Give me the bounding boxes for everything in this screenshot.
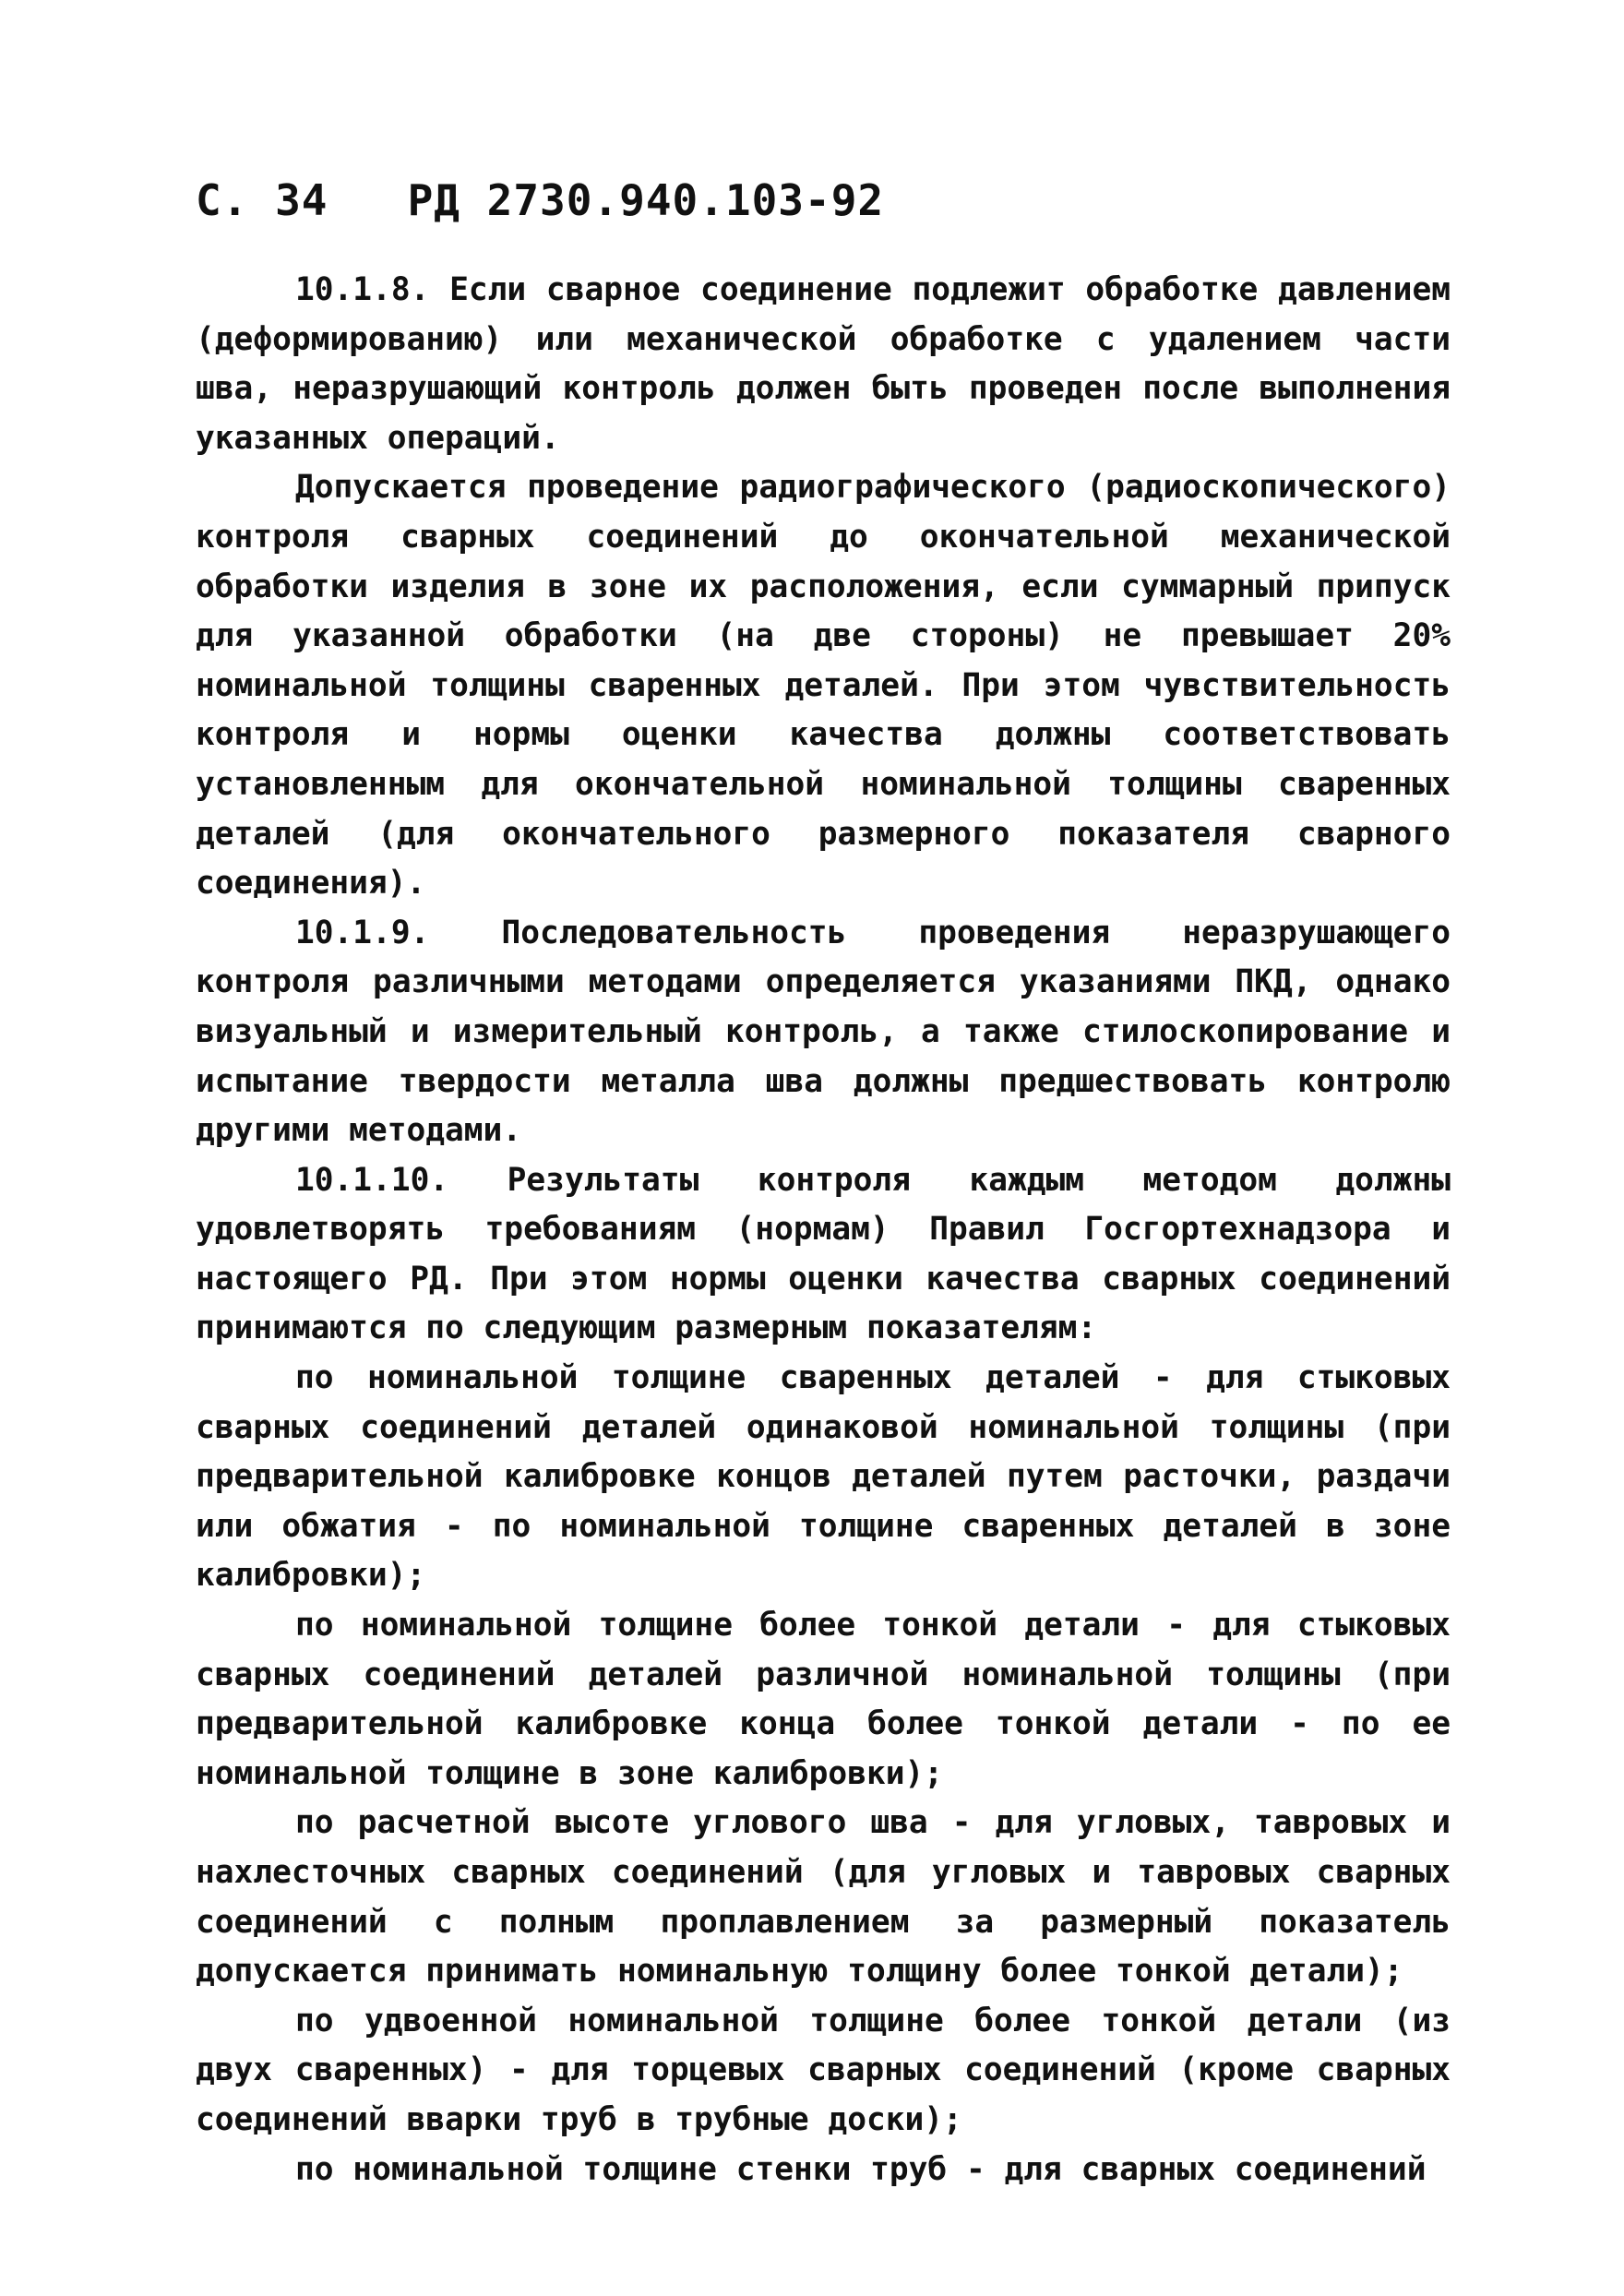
page-number: С. 34 [196,175,328,225]
list-item-tube-wall: по номинальной толщине стенки труб - для сварных соединений [295,2150,1427,2188]
document-code: РД 2730.940.103-92 [407,175,885,225]
list-item-butt-joints-equal: по номинальной толщине сваренных деталей - для стыковых сварных соединений деталей одинаковой номинальной толщины (при предварительной калибровке концов деталей путем расточки, раздачи или обжатия - по номинальной толщине сваренных деталей в зоне калибровки); [196,1359,1451,1595]
page-header [196,175,884,225]
list-item-edge-welds: по удвоенной номинальной толщине более тонкой детали (из двух сваренных) - для торцевых сварных соединений (кроме сварных соединений вварки труб в трубные доски); [196,2002,1451,2138]
paragraph-10-1-9: 10.1.9. Последовательность проведения неразрушающего контроля различными методами определяется указаниями ПКД, однако визуальный и измерительный контроль, а также стилоскопирование и испытание твердости металла шва должны предшествовать контролю другими методами. [196,914,1451,1150]
paragraph-radiography-allowance: Допускается проведение радиографического (радиоскопического) контроля сварных соединений до окончательной механической обработки изделия в зоне их расположения, если суммарный припуск для указанной обработки (на две стороны) не превышает 20% номинальной толщины сваренных деталей. При этом чувствительность контроля и нормы оценки качества должны соответствовать установленным для окончательной номинальной толщины сваренных деталей (для окончательного размерного показателя сварного соединения). [196,469,1451,903]
paragraph-10-1-10: 10.1.10. Результаты контроля каждым методом должны удовлетворять требованиям (нормам) Правил Госгортехнадзора и настоящего РД. При этом нормы оценки качества сварных соединений принимаются по следующим размерным показателям: [196,1161,1451,1347]
list-item-butt-joints-different: по номинальной толщине более тонкой детали - для стыковых сварных соединений деталей различной номинальной толщины (при предварительной калибровке конца более тонкой детали - по ее номинальной толщине в зоне калибровки); [196,1607,1451,1792]
paragraph-10-1-8: 10.1.8. Если сварное соединение подлежит обработке давлением (деформированию) или механической обработке с удалением части шва, неразрушающий контроль должен быть проведен после выполнения указанных операций. [196,271,1451,457]
document-body [196,266,1451,2194]
list-item-fillet-welds: по расчетной высоте углового шва - для угловых, тавровых и нахлесточных сварных соединений (для угловых и тавровых сварных соединений с полным проплавлением за размерный показатель допускается принимать номинальную толщину более тонкой детали); [196,1804,1451,1991]
